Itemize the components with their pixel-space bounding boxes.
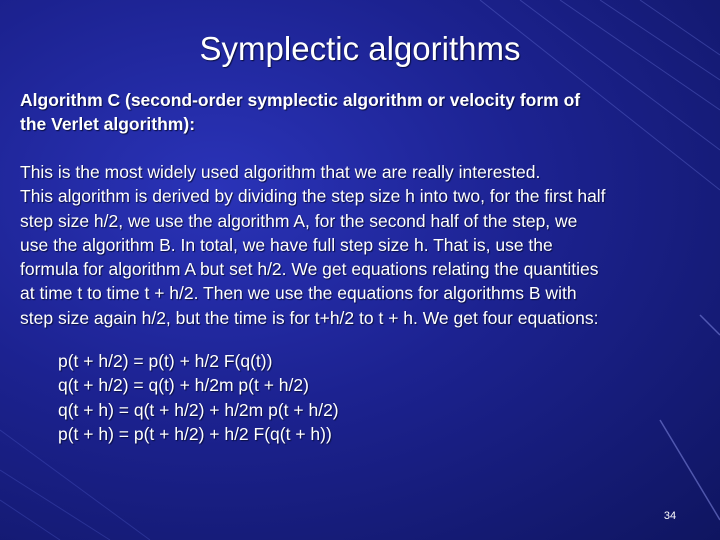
body-line: at time t to time t + h/2. Then we use the equations for algorithms B with: [20, 283, 577, 304]
algorithm-heading: [20, 88, 690, 136]
body-line: use the algorithm B. In total, we have full step size h. That is, use the: [20, 234, 553, 255]
equation-line: p(t + h) = p(t + h/2) + h/2 F(q(t + h)): [58, 423, 332, 444]
body-line: formula for algorithm A but set h/2. We get equations relating the quantities: [20, 259, 599, 280]
slide-title: Symplectic algorithms: [199, 30, 521, 67]
equation-list: [58, 349, 558, 446]
body-line: step size again h/2, but the time is for t+h/2 to t + h. We get four equations:: [20, 307, 599, 328]
body-line: This algorithm is derived by dividing the step size h into two, for the first half: [20, 186, 606, 207]
heading-line: the Verlet algorithm):: [20, 114, 196, 134]
body-line: This is the most widely used algorithm that we are really interested.: [20, 162, 541, 182]
body-paragraph: [20, 160, 700, 330]
page-number: 34: [663, 510, 677, 522]
equation-line: q(t + h/2) = q(t) + h/2m p(t + h/2): [58, 375, 309, 396]
body-line: step size h/2, we use the algorithm A, for the second half of the step, we: [20, 210, 578, 231]
equation-line: p(t + h/2) = p(t) + h/2 F(q(t)): [58, 351, 273, 371]
equation-line: q(t + h) = q(t + h/2) + h/2m p(t + h/2): [58, 399, 339, 420]
heading-line: Algorithm C (second-order symplectic algorithm or velocity form of: [20, 90, 581, 110]
